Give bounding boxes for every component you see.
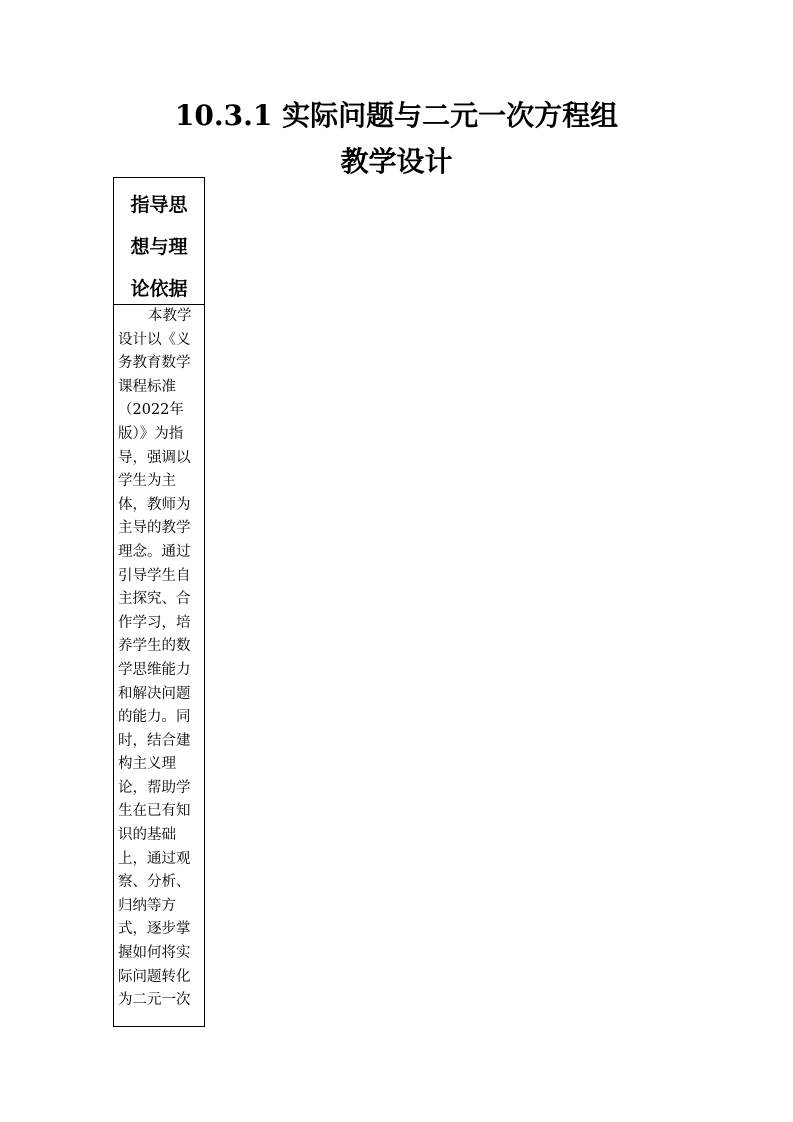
header-line: 指导思 — [130, 194, 188, 216]
body-text-line: 际问题转化 — [118, 968, 191, 985]
guiding-ideas-table — [113, 177, 205, 1027]
body-text-line: 时，结合建 — [118, 732, 191, 749]
body-text-line: 为二元一次 — [118, 992, 191, 1009]
body-text-line: （2022年 — [118, 402, 184, 419]
document-subtitle: 教学设计 — [340, 145, 453, 178]
body-text-line: 上，通过观 — [118, 850, 191, 867]
body-text-line: 养学生的数 — [118, 638, 191, 655]
body-text-line: 设计以《义 — [118, 331, 191, 348]
header-line: 论依据 — [130, 278, 188, 300]
body-text-line: 识的基础 — [118, 827, 176, 844]
body-text-line: 察、分析、 — [118, 874, 191, 891]
body-text-line: 本教学 — [148, 308, 192, 324]
body-text-line: 务教育数学 — [118, 355, 191, 372]
body-text-line: 体，教师为 — [118, 496, 191, 513]
document-title: 10.3.1 实际问题与二元一次方程组 — [174, 99, 619, 132]
body-text-line: 握如何将实 — [118, 945, 191, 962]
body-text-line: 学生为主 — [118, 473, 176, 490]
body-text-line: 和解决问题 — [118, 685, 191, 702]
body-text-line: 理念。通过 — [118, 543, 191, 560]
body-text-line: 引导学生自 — [118, 567, 191, 584]
body-text-line: 构主义理 — [118, 756, 176, 773]
table-header-cell — [114, 178, 204, 305]
body-text-line: 式，逐步掌 — [118, 921, 191, 938]
body-text-line: 学思维能力 — [118, 661, 191, 678]
table-body-cell — [114, 305, 204, 1026]
body-text-line: 论，帮助学 — [118, 779, 191, 796]
body-text-line: 课程标准 — [118, 378, 176, 395]
body-text-line: 主导的教学 — [118, 520, 191, 537]
header-line: 想与理 — [130, 236, 188, 258]
body-text-line: 导，强调以 — [118, 449, 191, 466]
body-text-line: 的能力。同 — [118, 709, 191, 726]
body-text-line: 作学习，培 — [118, 614, 191, 631]
body-text-line: 主探究、合 — [118, 591, 191, 608]
body-text-line: 版）》为指 — [118, 425, 184, 442]
body-text-line: 生在已有知 — [118, 803, 191, 820]
body-text-line: 归纳等方 — [118, 897, 176, 914]
